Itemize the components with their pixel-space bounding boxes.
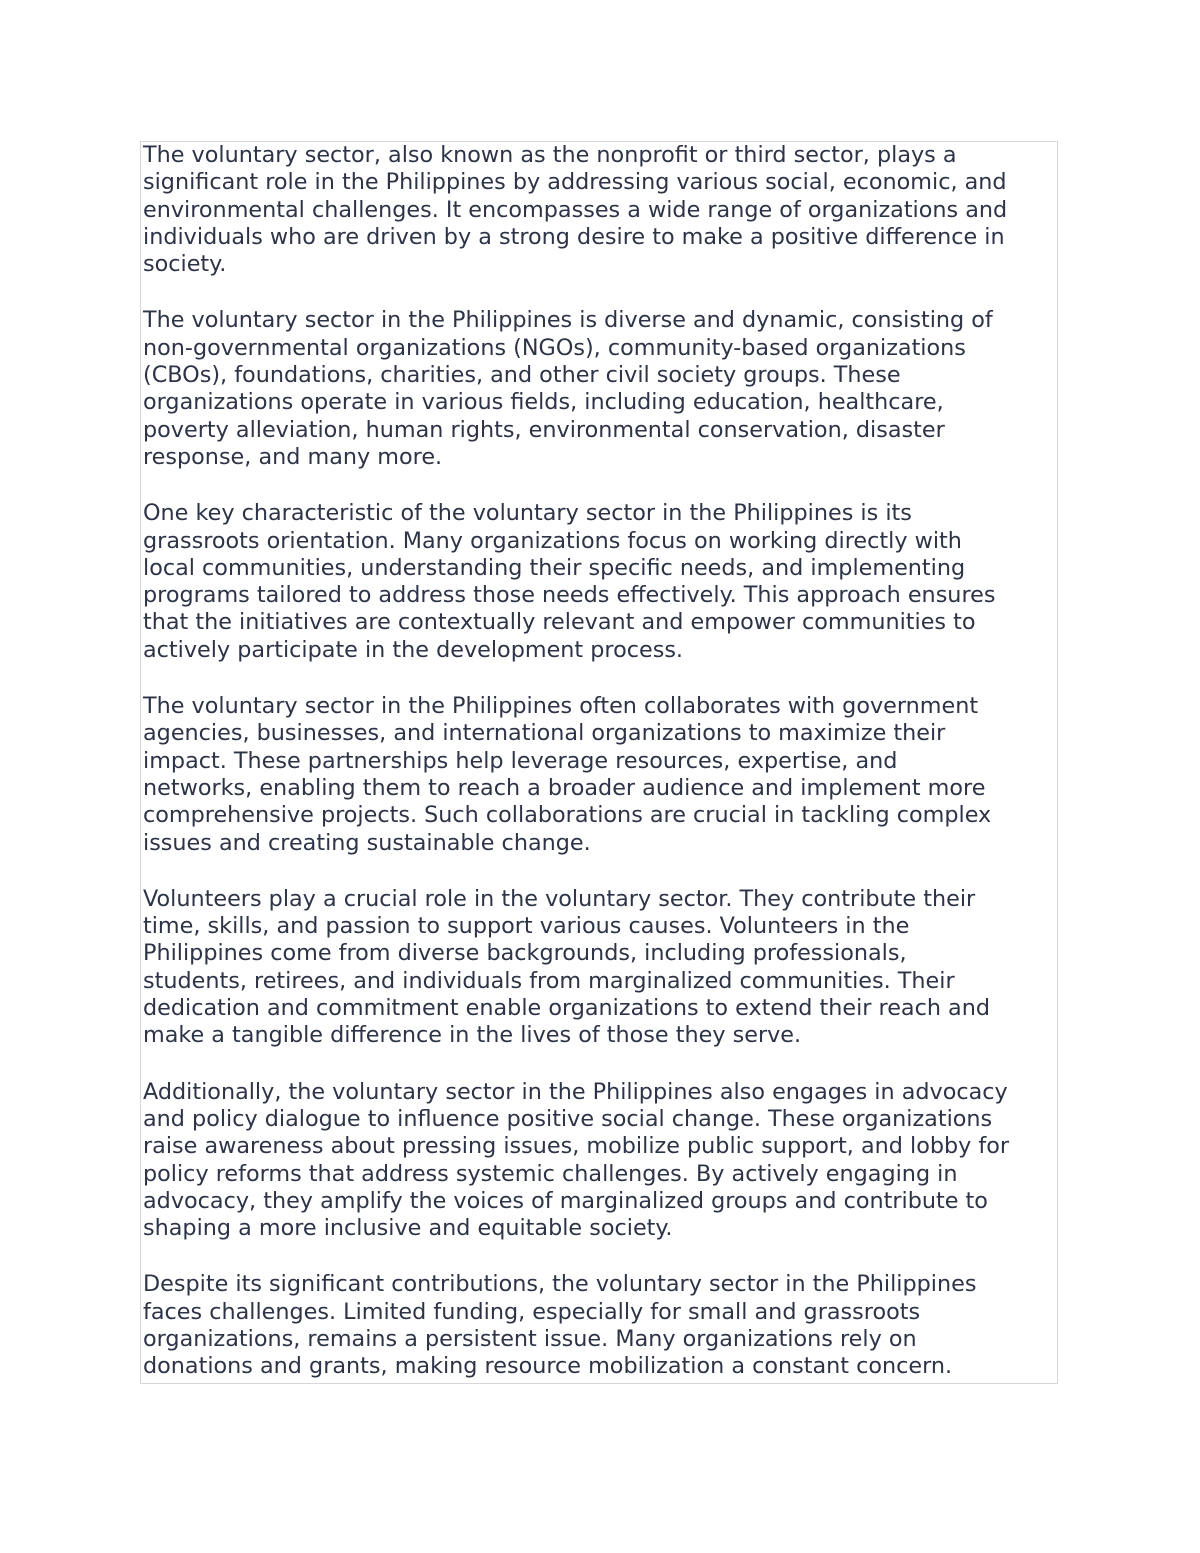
text-line: make a tangible difference in the lives of those they serve. — [143, 1022, 802, 1049]
text-line: significant role in the Philippines by addressing various social, economic, and — [143, 169, 1007, 196]
text-line: issues and creating sustainable change. — [143, 829, 591, 856]
text-line: agencies, businesses, and international organizations to maximize their — [143, 720, 946, 747]
text-line: comprehensive projects. Such collaborations are crucial in tackling complex — [143, 802, 992, 829]
text-line: The voluntary sector in the Philippines often collaborates with government — [143, 693, 979, 720]
text-line: impact. These partnerships help leverage resources, expertise, and — [143, 747, 898, 774]
text-line: local communities, understanding their specific needs, and implementing — [143, 554, 966, 581]
text-line: policy reforms that address systemic challenges. By actively engaging in — [143, 1160, 958, 1187]
text-line: Additionally, the voluntary sector in the Philippines also engages in advocacy — [143, 1078, 1008, 1105]
text-line: students, retirees, and individuals from marginalized communities. Their — [143, 967, 955, 994]
text-line: advocacy, they amplify the voices of marginalized groups and contribute to — [143, 1187, 988, 1214]
text-line: society. — [143, 251, 227, 278]
text-line: grassroots orientation. Many organizations focus on working directly with — [143, 527, 962, 554]
paragraph-collaboration — [143, 693, 1055, 857]
text-line: and policy dialogue to influence positive social change. These organizations — [143, 1105, 993, 1132]
text-line: Despite its significant contributions, the voluntary sector in the Philippines — [143, 1271, 977, 1298]
text-line: shaping a more inclusive and equitable society. — [143, 1215, 673, 1242]
text-line: The voluntary sector, also known as the nonprofit or third sector, plays a — [143, 142, 957, 168]
text-line: donations and grants, making resource mobilization a constant concern. — [143, 1353, 953, 1380]
text-line: organizations, remains a persistent issue. Many organizations rely on — [143, 1325, 917, 1352]
paragraph-grassroots — [143, 500, 1055, 664]
text-line: networks, enabling them to reach a broader audience and implement more — [143, 774, 986, 801]
text-line: The voluntary sector in the Philippines is diverse and dynamic, consisting of — [143, 307, 993, 334]
text-line: (CBOs), foundations, charities, and other civil society groups. These — [143, 362, 901, 389]
text-line: Volunteers play a crucial role in the voluntary sector. They contribute their — [143, 885, 976, 912]
text-line: raise awareness about pressing issues, mobilize public support, and lobby for — [143, 1133, 1010, 1160]
text-frame — [140, 141, 1058, 1384]
text-line: response, and many more. — [143, 443, 443, 470]
text-line: One key characteristic of the voluntary sector in the Philippines is its — [143, 500, 912, 527]
text-line: that the initiatives are contextually relevant and empower communities to — [143, 609, 976, 636]
text-line: faces challenges. Limited funding, especially for small and grassroots — [143, 1298, 921, 1325]
text-line: environmental challenges. It encompasses a wide range of organizations and — [143, 196, 1008, 223]
text-line: individuals who are driven by a strong desire to make a positive difference in — [143, 223, 1005, 250]
paragraph-diversity — [143, 307, 1055, 471]
text-line: programs tailored to address those needs effectively. This approach ensures — [143, 582, 996, 609]
text-line: dedication and commitment enable organizations to extend their reach and — [143, 995, 991, 1022]
paragraph-volunteers — [143, 886, 1055, 1050]
text-line: organizations operate in various fields, including education, healthcare, — [143, 389, 944, 416]
text-line: Philippines come from diverse backgrounds, including professionals, — [143, 940, 907, 967]
text-line: poverty alleviation, human rights, environmental conservation, disaster — [143, 416, 945, 443]
text-line: time, skills, and passion to support various causes. Volunteers in the — [143, 913, 910, 940]
paragraph-intro — [143, 142, 1055, 278]
paragraph-challenges — [143, 1271, 1055, 1380]
text-line: non-governmental organizations (NGOs), community-based organizations — [143, 334, 966, 361]
paragraph-advocacy — [143, 1079, 1055, 1243]
text-line: actively participate in the development process. — [143, 636, 684, 663]
